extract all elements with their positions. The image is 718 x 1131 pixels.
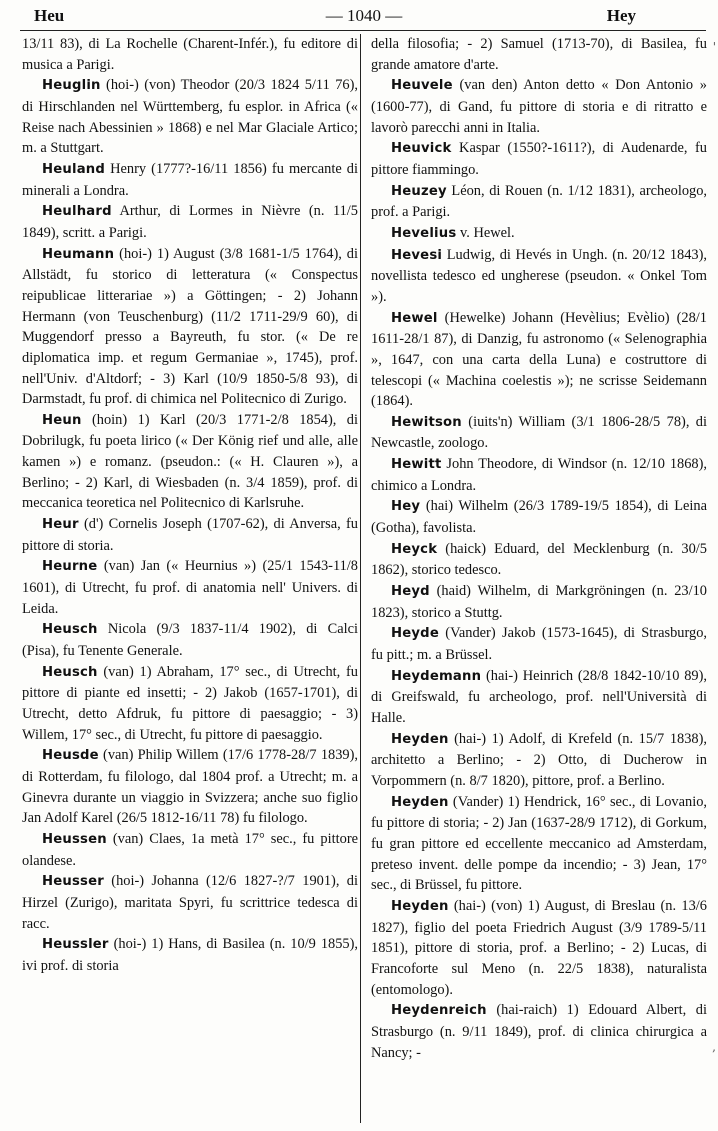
- margin-mark: ': [712, 40, 716, 54]
- dictionary-entry: [371, 1000, 707, 1063]
- entry-text: (van) Philip Willem (17/6 1778-28/7 1839), di Rotterdam, fu filologo, dal 1804 prof. a Utrecht; m. a Ginevra durante un viaggio in Svizzera; anche suo figlio Jan Adolf Karel (26/5 1812-16/11 78) fu filologo.: [22, 747, 358, 827]
- dictionary-entry: [371, 896, 707, 1000]
- entry-text: (van) 1) Abraham, 17° sec., di Utrecht, fu pittore di piante ed insetti; - 2) Jakob (1657-1701), di Utrecht, detto Afdruk, fu pittore di paesaggio; - 3) Willem, 17° sec., di Utrecht, fu pittore di paesaggio.: [22, 663, 358, 743]
- dictionary-entry: [371, 138, 707, 180]
- entry-headword: Hevelius: [391, 225, 457, 241]
- entry-headword: Heyden: [391, 731, 449, 747]
- entry-text: (hai-) (von) 1) August, di Breslau (n. 13/6 1827), figlio del poeta Friedrich August (3/9 1789-5/11 1851), pittore di storia, prof. a Berlino; - 2) Lucas, di Francoforte sul Meno (n. 22/5 1838), naturalista (entomologo).: [371, 897, 707, 998]
- dictionary-entry: [22, 410, 358, 514]
- entry-text: Arthur, di Lormes in Nièvre (n. 11/5 1849), scritt. a Parigi.: [22, 203, 358, 241]
- dictionary-entry: [371, 223, 707, 245]
- dictionary-entry: [371, 454, 707, 496]
- dictionary-entry: [22, 244, 358, 410]
- entry-headword: Heyde: [391, 626, 439, 642]
- entry-headword: Hevesi: [391, 247, 443, 263]
- entry-headword: Heussler: [42, 937, 109, 953]
- right-column: [371, 34, 707, 1063]
- dictionary-entry: [22, 662, 358, 746]
- entry-headword: Heun: [42, 412, 82, 428]
- entry-headword: Heumann: [42, 246, 115, 262]
- dictionary-entry: [22, 829, 358, 871]
- entry-text: (hai) Wilhelm (26/3 1789-19/5 1854), di Leina (Gotha), favolista.: [371, 498, 707, 537]
- entry-text: Henry (1777?-16/11 1856) fu mercante di minerali a Londra.: [22, 160, 358, 199]
- entry-text: (Hewelke) Johann (Hevèlius; Evèlio) (28/1 1611-28/1 87), di Danzig, fu astronomo (« Selenographia », 1647, con una carta della Luna) e costruttore di telescopi (« Machina coelestis »); ne scrisse Seidemann (1864).: [371, 309, 707, 410]
- entry-headword: Heurne: [42, 559, 98, 575]
- entry-text: v. Hewel.: [456, 224, 515, 241]
- left-column: [22, 34, 358, 977]
- entry-text: (Vander) Jakob (1573-1645), di Strasburgo, fu pitt.; m. a Brüssel.: [371, 625, 707, 664]
- entry-text: (Vander) 1) Hendrick, 16° sec., di Lovanio, fu pittore di storia; - 2) Jan (1637-28/9 1712), di Gorkum, fu gran pittore ed eccellente meccanico ad Amsterdam, preteso invent. delle pompe da incendio; - 3) Jean, 17° sec., di Brüssel, fu pittore.: [371, 793, 707, 894]
- dictionary-entry: [22, 514, 358, 556]
- entry-headword: Heuvele: [391, 78, 453, 94]
- dictionary-entry: [22, 619, 358, 661]
- entry-text: 13/11 83), di La Rochelle (Charent-Infér.), fu editore di musica a Parigi.: [22, 36, 358, 73]
- entry-text: (hai-) Heinrich (28/8 1842-10/10 89), di Greifswald, fu archeologo, prof. nell'Università di Halle.: [371, 667, 707, 726]
- page-header: [20, 6, 708, 26]
- margin-mark: ,: [712, 1040, 716, 1054]
- dictionary-entry: [371, 539, 707, 581]
- dictionary-entry: [371, 496, 707, 538]
- dictionary-entry: [371, 75, 707, 138]
- entry-headword: Heussen: [42, 831, 107, 847]
- entry-headword: Heyden: [391, 898, 449, 914]
- dictionary-entry: [371, 623, 707, 665]
- entry-headword: Heyden: [391, 794, 449, 810]
- entry-text: (van) Claes, 1a metà 17° sec., fu pittore olandese.: [22, 830, 358, 869]
- entry-text: (hoi-) Johanna (12/6 1827-?/7 1901), di Hirzel (Zurigo), maritata Spyri, fu scrittrice tedesca di racc.: [22, 873, 358, 932]
- dictionary-entry: [22, 745, 358, 829]
- entry-headword: Heydemann: [391, 668, 482, 684]
- entry-text: (hoi-) (von) Theodor (20/3 1824 5/11 76), di Hirschlanden nel Württemberg, fu esplor. in Africa (« Reise nach Abessinien » 1868) e nel Mar Glaciale Artico; m. a Stuttgart.: [22, 77, 358, 157]
- dictionary-entry: [22, 34, 358, 75]
- entry-text: (haick) Eduard, del Mecklenburg (n. 30/5 1862), storico tedesco.: [371, 540, 707, 579]
- entry-text: Kaspar (1550?-1611?), di Audenarde, fu pittore fiammingo.: [371, 140, 707, 178]
- entry-headword: Heuvick: [391, 141, 452, 157]
- entry-text: (van) Jan (« Heurnius ») (25/1 1543-11/8 1601), di Utrecht, fu prof. di anatomia nell' Univers. di Leida.: [22, 558, 358, 617]
- dictionary-entry: [371, 245, 707, 308]
- entry-text: Nicola (9/3 1837-11/4 1902), di Calci (Pisa), fu Tenente Generale.: [22, 621, 358, 660]
- dictionary-entry: [371, 308, 707, 412]
- dictionary-entry: [22, 934, 358, 976]
- page-number: — 1040 —: [325, 6, 403, 25]
- entry-headword: Heusde: [42, 748, 99, 764]
- dictionary-entry: [371, 34, 707, 75]
- entry-text: Léon, di Rouen (n. 1/12 1831), archeologo, prof. a Parigi.: [371, 182, 707, 221]
- entry-headword: Heusch: [42, 664, 98, 680]
- header-left-guide-word: Heu: [34, 6, 65, 25]
- entry-text: (haid) Wilhelm, di Markgröningen (n. 23/10 1823), storico a Stuttg.: [371, 583, 707, 621]
- entry-headword: Heuglin: [42, 78, 101, 94]
- entry-text: (hai-raich) 1) Edouard Albert, di Strasburgo (n. 9/11 1849), prof. di clinica chirurgica a Nancy; -: [371, 1002, 707, 1061]
- dictionary-entry: [371, 181, 707, 223]
- entry-text: (hai-) 1) Adolf, di Krefeld (n. 15/7 1838), architetto a Berlino; - 2) Otto, di Ducherow in Vorpommern (n. 8/7 1820), pittore, prof. a Berlino.: [371, 730, 707, 789]
- entry-text: (hoi-) 1) Hans, di Basilea (n. 10/9 1855), ivi prof. di storia: [22, 936, 358, 974]
- entry-headword: Heur: [42, 517, 79, 533]
- entry-headword: Heydenreich: [391, 1003, 487, 1019]
- entry-headword: Hey: [391, 499, 421, 515]
- header-right-guide-word: Hey: [606, 6, 636, 25]
- dictionary-entry: [22, 159, 358, 201]
- header-rule: [20, 30, 706, 31]
- entry-headword: Heulhard: [42, 204, 112, 220]
- entry-headword: Heuzey: [391, 183, 447, 199]
- dictionary-entry: [22, 871, 358, 934]
- entry-headword: Hewitson: [391, 414, 462, 430]
- dictionary-entry: [22, 201, 358, 243]
- column-divider: [360, 34, 361, 1123]
- entry-text: (iuits'n) William (3/1 1806-28/5 78), di Newcastle, zoologo.: [371, 413, 707, 452]
- dictionary-entry: [22, 75, 358, 159]
- entry-headword: Hewel: [391, 310, 438, 326]
- dictionary-entry: [22, 556, 358, 619]
- entry-headword: Heyd: [391, 584, 430, 600]
- entry-headword: Heyck: [391, 541, 438, 557]
- dictionary-entry: [371, 412, 707, 454]
- entry-text: (d') Cornelis Joseph (1707-62), di Anversa, fu pittore di storia.: [22, 516, 358, 554]
- entry-headword: Heuland: [42, 161, 106, 177]
- dictionary-entry: [371, 581, 707, 623]
- entry-text: (hoin) 1) Karl (20/3 1771-2/8 1854), di Dobrilugk, fu poeta lirico (« Der König rief und alle, alle kamen ») e romanz. (pseudon.: (« H. Clauren »), a Berlino; - 2) Karl, di Wiesbaden (n. 3/4 1859), prof. di meccanica teoretica nel Politecnico di Karlsruhe.: [22, 411, 358, 512]
- entry-text: (hoi-) 1) August (3/8 1681-1/5 1764), di Allstädt, fu storico di letteratura (« Conspectus reipublicae litterariae ») a Göttingen; - 2) Johann Hermann (von Teuschenburg) (11/2 1711-29/9 60), di Muggendorf presso a Bayreuth, fu stor. (« De re diplomatica imp. et regum Germaniae », 1745), prof. nell'Univ. d'Altdorf; - 3) Karl (10/9 1850-5/8 93), di Darmstadt, fu prof. di chimica nel Politecnico di Zurigo.: [22, 245, 358, 408]
- dictionary-entry: [371, 792, 707, 896]
- entry-text: della filosofia; - 2) Samuel (1713-70), di Basilea, fu grande amatore d'arte.: [371, 36, 707, 73]
- entry-headword: Heusch: [42, 622, 98, 638]
- dictionary-entry: [371, 729, 707, 792]
- entry-text: (van den) Anton detto « Don Antonio » (1600-77), di Gand, fu pittore di storia e di ritratto e lavorò parecchi anni in Italia.: [371, 77, 707, 136]
- entry-text: John Theodore, di Windsor (n. 12/10 1868), chimico a Londra.: [371, 456, 707, 494]
- entry-text: Ludwig, di Hevés in Ungh. (n. 20/12 1843), novellista tedesco ed ungherese (pseudon. « Onkel Tom »).: [371, 246, 707, 305]
- entry-headword: Hewitt: [391, 457, 442, 473]
- entry-headword: Heusser: [42, 874, 104, 890]
- dictionary-entry: [371, 666, 707, 729]
